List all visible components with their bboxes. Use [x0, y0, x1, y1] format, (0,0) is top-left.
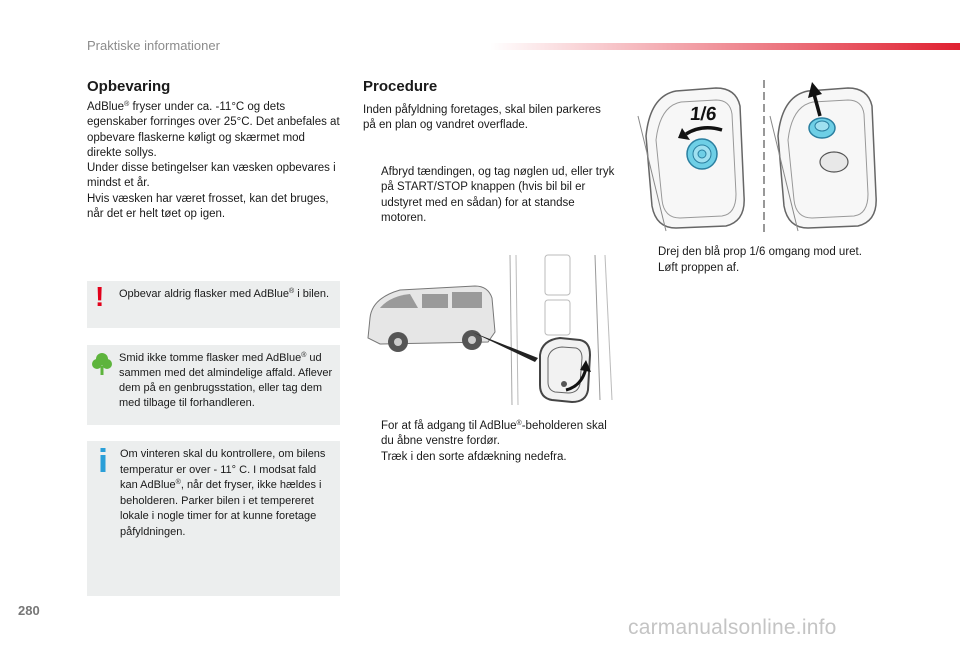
- step-5: Løft proppen af.: [658, 262, 740, 274]
- procedure-heading: Procedure: [363, 78, 438, 95]
- step-3: Træk i den sorte afdækning nedefra.: [381, 451, 567, 463]
- step-4: Drej den blå prop 1/6 omgang mod uret.: [658, 246, 862, 258]
- header-accent-bar: [490, 43, 960, 50]
- warning-icon: !: [95, 281, 105, 312]
- cap-rotation-label: 1/6: [688, 104, 718, 125]
- van-door-illustration: [360, 250, 620, 410]
- tree-icon: [92, 352, 112, 376]
- info-note-text: Om vinteren skal du kontrollere, om bilens temperatur er over - 11° C. I modsat fald kan AdBlue®, når det fryser, ikke hældes i beholderen. Parker bilen i et tempereret lokale i nogle timer for at kunne foretage påfyldningen.: [120, 448, 326, 538]
- step-2: For at få adgang til AdBlue®-beholderen skal du åbne venstre fordør.: [381, 420, 607, 448]
- environment-note-text: Smid ikke tomme flasker med AdBlue® ud sammen med det almindelige affald. Aflever dem på en genbrugsstation, eller tag dem med tilbage til forhandleren.: [119, 352, 333, 409]
- storage-paragraph-2: Under disse betingelser kan væsken opbevares i mindst et år.: [87, 162, 336, 190]
- info-icon: [97, 448, 109, 472]
- storage-paragraph-1: AdBlue® fryser under ca. -11°C og dets egenskaber forringes over 25°C. Det anbefales at opbevare flaskerne køligt og skærmet mod direkte sollys.: [87, 101, 340, 159]
- step-1: Afbryd tændingen, og tag nøglen ud, eller tryk på START/STOP knappen (hvis bil bil er udstyret med en sådan) for at standse motoren.: [381, 166, 615, 224]
- adblue-cap-illustration: [636, 76, 896, 236]
- storage-text: [87, 100, 342, 222]
- procedure-intro: Inden påfyldning foretages, skal bilen parkeres på en plan og vandret overflade.: [363, 104, 601, 132]
- watermark: carmanualsonline.info: [628, 616, 837, 639]
- storage-paragraph-3: Hvis væsken har været frosset, kan det bruges, når det er helt tøet op igen.: [87, 192, 329, 221]
- storage-heading: Opbevaring: [87, 78, 171, 95]
- warning-note-text: Opbevar aldrig flasker med AdBlue® i bilen.: [119, 288, 330, 300]
- page-number: 280: [18, 603, 40, 618]
- header-title: Praktiske informationer: [87, 38, 220, 53]
